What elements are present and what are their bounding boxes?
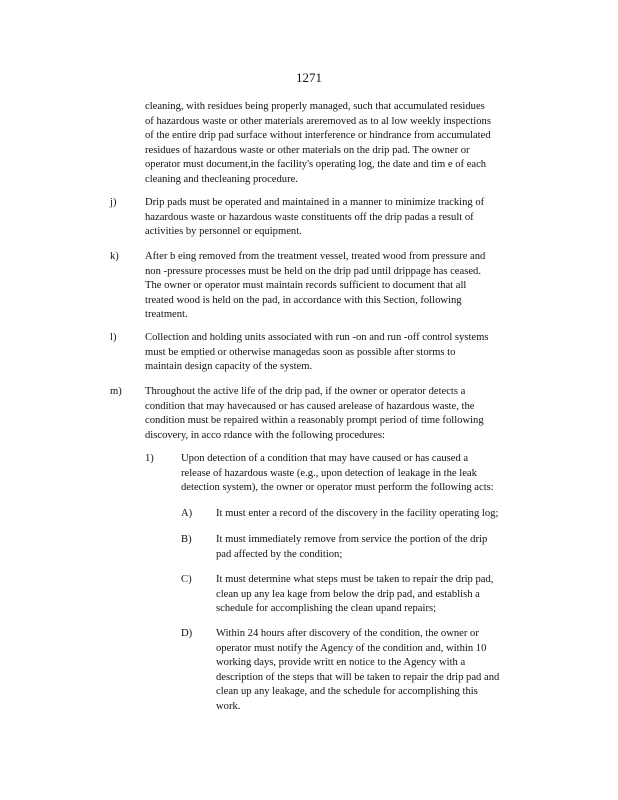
item-label: m)	[110, 386, 122, 397]
text-line: It must immediately remove from service the portion of the drip	[216, 534, 488, 545]
text-line: treatment.	[145, 309, 188, 321]
text-line: clean up any lea kage from below the drip pad, and establish a	[216, 588, 480, 600]
text-line: After b eing removed from the treatment vessel, treated wood from pressure and	[145, 251, 486, 262]
text-line: of hazardous waste or other materials areremoved as to al low weekly inspections	[145, 115, 491, 127]
text-line: cleaning and thecleaning procedure.	[145, 173, 298, 185]
sub-item-label: 1)	[145, 453, 154, 464]
text-line: Upon detection of a condition that may have caused or has caused a	[181, 453, 469, 464]
text-line: Throughout the active life of the drip pad, if the owner or operator detects a	[145, 386, 466, 397]
text-line: hazardous waste or hazardous waste constituents off the drip padas a result of	[145, 211, 474, 223]
text-line: treated wood is held on the pad, in accordance with this Section, following	[145, 294, 462, 306]
sub-sub-item-b-paragraph	[216, 533, 526, 562]
text-line: must be emptied or otherwise managedas soon as possible after storms to	[145, 346, 456, 358]
text-line: of the entire drip pad surface without interference or hindrance from accumulated	[145, 130, 491, 142]
text-line: condition must be repaired within a reasonably prompt period of time following	[145, 415, 484, 427]
text-line: working days, provide writt en notice to the Agency with a	[216, 657, 466, 669]
item-label: l)	[110, 332, 117, 343]
text-line: activities by personnel or equipment.	[145, 226, 302, 238]
item-j-paragraph	[145, 196, 532, 240]
text-line: maintain design capacity of the system.	[145, 361, 313, 373]
text-line: non -pressure processes must be held on the drip pad until drippage has ceased.	[145, 265, 481, 277]
text-line: operator must document,in the facility's operating log, the date and tim e of each	[145, 159, 487, 171]
text-line: detection system), the owner or operator must perform the following acts:	[181, 482, 494, 494]
sub-sub-item-label: D)	[181, 628, 193, 639]
text-line: Within 24 hours after discovery of the condition, the owner or	[216, 628, 479, 639]
text-line: release of hazardous waste (e.g., upon detection of leakage in the leak	[181, 467, 477, 479]
sub-sub-item-label: A)	[181, 508, 193, 519]
text-line: work.	[216, 700, 241, 712]
text-line: It must determine what steps must be taken to repair the drip pad,	[216, 574, 494, 585]
sub-sub-item-label: C)	[181, 574, 192, 585]
text-line: pad affected by the condition;	[216, 548, 343, 560]
text-line: discovery, in acco rdance with the following procedures:	[145, 429, 385, 441]
text-line: clean up any leakage, and the schedule for accomplishing this	[216, 686, 478, 698]
sub-sub-item-d-paragraph	[216, 627, 538, 715]
text-line: description of the steps that will be taken to repair the drip pad and	[216, 671, 500, 683]
text-line: The owner or operator must maintain records sufficient to document that all	[145, 280, 467, 292]
sub-sub-item-c-paragraph	[216, 573, 530, 617]
text-line: Drip pads must be operated and maintained in a manner to minimize tracking of	[145, 197, 485, 208]
text-line: It must enter a record of the discovery in the facility operating log;	[216, 508, 499, 519]
sub-sub-item-a-paragraph	[216, 507, 537, 522]
item-l-paragraph	[145, 331, 532, 375]
item-label: k)	[110, 251, 119, 262]
continuation-paragraph	[145, 100, 532, 188]
text-line: residues of hazardous waste or other materials on the drip pad. The owner or	[145, 144, 470, 156]
text-line: operator must notify the Agency of the condition and, within 10	[216, 642, 487, 654]
text-line: condition that may havecaused or has caused arelease of hazardous waste, the	[145, 400, 475, 412]
text-line: schedule for accomplishing the clean upand repairs;	[216, 603, 437, 615]
sub-item-1-paragraph	[181, 452, 537, 496]
sub-sub-item-label: B)	[181, 534, 192, 545]
text-line: Collection and holding units associated with run -on and run -off control systems	[145, 332, 489, 343]
text-line: cleaning, with residues being properly managed, such that accumulated residues	[145, 101, 485, 112]
item-m-paragraph	[145, 385, 532, 443]
item-k-paragraph	[145, 250, 532, 323]
item-label: j)	[110, 197, 117, 208]
page-number: 1271	[296, 70, 322, 85]
